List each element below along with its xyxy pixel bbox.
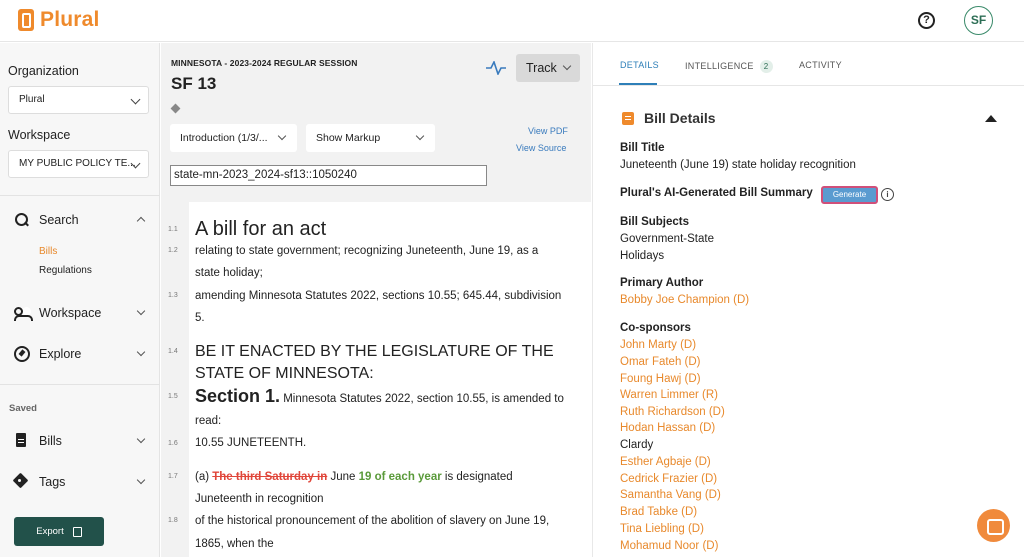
markup-value: Show Markup: [316, 132, 381, 144]
version-value: Introduction (1/3/...: [180, 132, 268, 144]
view-source-link[interactable]: View Source: [516, 143, 567, 153]
markup-select[interactable]: [306, 124, 435, 152]
divider: [0, 384, 160, 385]
inserted-text: 19 of each year: [358, 471, 442, 483]
cosponsor-link[interactable]: Tina Liebling (D): [620, 523, 704, 535]
chevron-down-icon: [137, 307, 145, 315]
bill-text-line: state holiday;: [195, 267, 263, 279]
line-number: 1.2: [168, 247, 178, 254]
tab-intelligence[interactable]: [685, 60, 773, 73]
cosponsor-link[interactable]: Esther Agbaje (D): [620, 456, 711, 468]
cosponsors-label: Co-sponsors: [620, 322, 691, 334]
bill-title-value: Juneteenth (June 19) state holiday recognition: [620, 159, 856, 171]
workspace-value: MY PUBLIC POLICY TE...: [19, 158, 136, 169]
document-icon: [622, 112, 634, 125]
tab-intelligence-label: INTELLIGENCE: [685, 61, 754, 71]
saved-bills-label: Bills: [39, 434, 62, 448]
bill-text-line: 10.55 JUNETEENTH.: [195, 437, 307, 449]
tab-activity[interactable]: ACTIVITY: [799, 60, 842, 70]
cosponsor-link[interactable]: Ruth Richardson (D): [620, 406, 725, 418]
bill-id-input[interactable]: state-mn-2023_2024-sf13::1050240: [170, 165, 487, 186]
collapse-icon[interactable]: [985, 115, 997, 122]
nav-search-label: Search: [39, 213, 79, 227]
bill-text-line: 1865, when the: [195, 538, 274, 550]
cosponsor-link[interactable]: Mohamud Noor (D): [620, 540, 719, 552]
details-panel: [592, 43, 1024, 557]
bill-text-line: Juneteenth in recognition: [195, 493, 324, 505]
version-select[interactable]: [170, 124, 297, 152]
line-number-gutter: [161, 202, 189, 557]
count-badge: 2: [760, 60, 773, 73]
search-icon: [14, 212, 30, 228]
top-bar: [0, 0, 1024, 42]
activity-icon[interactable]: [486, 61, 506, 75]
bill-number: SF 13: [171, 74, 217, 93]
saved-label: Saved: [9, 403, 37, 414]
compass-icon: [14, 346, 30, 362]
subject-item: Government-State: [620, 233, 714, 245]
bill-text-line: amending Minnesota Statutes 2022, sections 10.55; 645.44, subdivision: [195, 290, 562, 302]
nav-workspace-label: Workspace: [39, 306, 102, 320]
plural-logo-icon: [18, 9, 34, 31]
bill-text-line: [195, 386, 564, 407]
section-title: Bill Details: [644, 110, 716, 126]
line-number: 1.8: [168, 517, 178, 524]
nav-search[interactable]: [14, 212, 148, 228]
sidebar: [0, 43, 160, 557]
logo[interactable]: [18, 8, 100, 32]
line-number: 1.3: [168, 292, 178, 299]
bill-text-line: A bill for an act: [195, 218, 327, 240]
tag-icon: [14, 474, 30, 490]
section-text: Minnesota Statutes 2022, section 10.55, is amended to: [280, 393, 564, 405]
bill-title-label: Bill Title: [620, 142, 665, 154]
text-segment: June: [327, 471, 359, 483]
bill-text-line: STATE OF MINNESOTA:: [195, 365, 374, 382]
text-segment: is designated: [441, 471, 513, 483]
bill-text-line: BE IT ENACTED BY THE LEGISLATURE OF THE: [195, 343, 554, 360]
workspace-label: Workspace: [8, 128, 71, 142]
tab-bar: [593, 43, 1024, 86]
saved-tags-label: Tags: [39, 475, 66, 489]
line-number: 1.5: [168, 393, 178, 400]
view-pdf-link[interactable]: View PDF: [528, 126, 568, 136]
logo-text: Plural: [40, 8, 100, 31]
cosponsor-link[interactable]: Omar Fateh (D): [620, 356, 701, 368]
cosponsor-link[interactable]: Warren Limmer (R): [620, 389, 718, 401]
saved-bills[interactable]: [14, 433, 148, 449]
saved-tags[interactable]: [14, 474, 148, 490]
people-icon: [14, 305, 30, 321]
export-label: Export: [36, 526, 64, 537]
export-button[interactable]: [14, 517, 104, 546]
chevron-up-icon: [137, 217, 145, 225]
text-segment: (a): [195, 471, 213, 483]
help-icon[interactable]: ?: [918, 12, 935, 29]
cosponsor-link[interactable]: Cedrick Frazier (D): [620, 473, 718, 485]
cosponsor-link[interactable]: Samantha Vang (D): [620, 489, 721, 501]
cosponsor-name: Clardy: [620, 439, 654, 451]
info-icon[interactable]: i: [881, 188, 894, 201]
subjects-label: Bill Subjects: [620, 216, 690, 228]
nav-bills[interactable]: Bills: [39, 246, 58, 257]
generate-button[interactable]: Generate: [821, 186, 878, 204]
bill-header: [161, 43, 591, 202]
chevron-down-icon: [137, 348, 145, 356]
nav-workspace[interactable]: [14, 305, 148, 321]
organization-label: Organization: [8, 64, 79, 78]
track-button[interactable]: [516, 54, 580, 82]
cosponsor-link[interactable]: John Marty (D): [620, 339, 697, 351]
active-tab-indicator: [619, 83, 657, 85]
session-label: MINNESOTA - 2023-2024 REGULAR SESSION: [171, 58, 358, 68]
line-number: 1.6: [168, 440, 178, 447]
chevron-down-icon: [137, 435, 145, 443]
bill-text-line: of the historical pronouncement of the abolition of slavery on June 19,: [195, 515, 550, 527]
nav-explore-label: Explore: [39, 347, 82, 361]
export-icon: [73, 527, 82, 537]
organization-value: Plural: [19, 94, 45, 105]
chevron-down-icon: [131, 95, 141, 105]
track-label: Track: [526, 61, 557, 75]
divider: [0, 195, 160, 196]
bill-text-line: [195, 471, 513, 483]
line-number: 1.1: [168, 226, 178, 233]
tab-details[interactable]: DETAILS: [620, 60, 659, 70]
bill-text-line: 5.: [195, 312, 205, 324]
cosponsor-link[interactable]: Foung Hawj (D): [620, 373, 701, 385]
chevron-down-icon: [416, 132, 424, 140]
file-icon: [14, 433, 30, 449]
subject-item: Holidays: [620, 250, 665, 262]
primary-author-link[interactable]: Bobby Joe Champion (D): [620, 294, 750, 306]
bill-text-line: relating to state government; recognizing Juneteenth, June 19, as a: [195, 245, 539, 257]
workspace-select[interactable]: [8, 150, 149, 178]
avatar[interactable]: SF: [964, 6, 993, 35]
chat-icon[interactable]: [977, 509, 1010, 542]
organization-select[interactable]: [8, 86, 149, 114]
cosponsor-link[interactable]: Brad Tabke (D): [620, 506, 698, 518]
nav-explore[interactable]: [14, 346, 148, 362]
chevron-down-icon: [137, 476, 145, 484]
tag-icon[interactable]: [171, 104, 181, 114]
line-number: 1.7: [168, 473, 178, 480]
nav-regulations[interactable]: Regulations: [39, 265, 92, 276]
line-number: 1.4: [168, 348, 178, 355]
summary-label: Plural's AI-Generated Bill Summary: [620, 187, 813, 199]
chevron-down-icon: [563, 62, 571, 70]
bill-text-line: read:: [195, 415, 222, 427]
section-heading: Section 1.: [195, 386, 281, 406]
deleted-text: The third Saturday in: [212, 471, 328, 483]
chevron-down-icon: [278, 132, 286, 140]
cosponsor-link[interactable]: Hodan Hassan (D): [620, 422, 716, 434]
primary-author-label: Primary Author: [620, 277, 704, 289]
